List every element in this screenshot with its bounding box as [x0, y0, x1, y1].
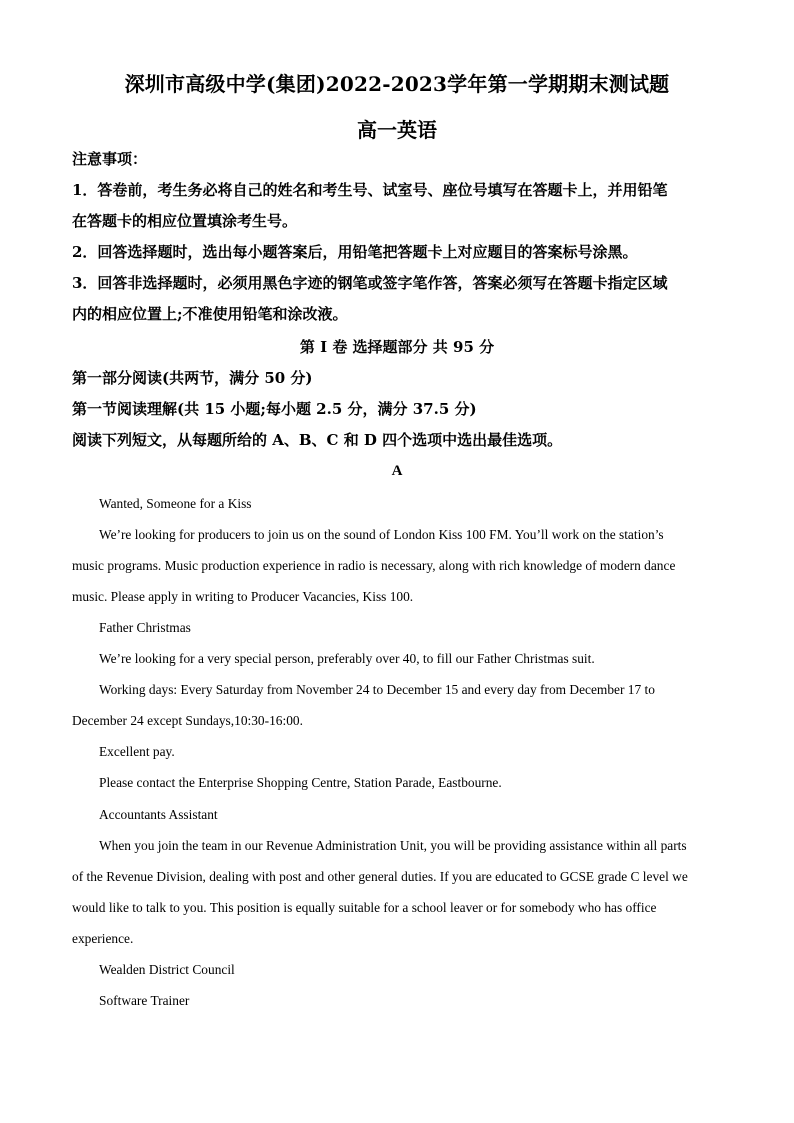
- passage-line: would like to talk to you. This position is equally suitable for a school leaver or for somebody who has office: [72, 900, 657, 915]
- volume-heading: 第 I 卷 选择题部分 共 95 分: [299, 338, 495, 356]
- passage-line: music programs. Music production experience in radio is necessary, along with rich knowledge of modern dance: [72, 558, 676, 573]
- passage-line: We’re looking for producers to join us on the sound of London Kiss 100 FM. You’ll work on the station’s: [99, 527, 664, 542]
- passage-line: music. Please apply in writing to Producer Vacancies, Kiss 100.: [72, 589, 414, 604]
- reading-instruction: 阅读下列短文，从每题所给的 A、B、C 和 D 四个选项中选出最佳选项。: [72, 431, 563, 449]
- passage-line: Please contact the Enterprise Shopping Centre, Station Parade, Eastbourne.: [99, 775, 502, 790]
- ad-title-accountants-assistant: Accountants Assistant: [99, 807, 218, 822]
- passage-line: We’re looking for a very special person, preferably over 40, to fill our Father Christmas suit.: [99, 651, 595, 666]
- exam-subtitle: 高一英语: [357, 118, 437, 142]
- passage-line: of the Revenue Division, dealing with post and other general duties. If you are educated to GCSE grade C level we: [72, 869, 688, 884]
- exam-title: 深圳市高级中学(集团)2022-2023学年第一学期期末测试题: [124, 72, 670, 96]
- part-1-heading: 第一部分阅读(共两节，满分 50 分): [72, 369, 313, 387]
- section-1-heading: 第一节阅读理解(共 15 小题;每小题 2.5 分，满分 37.5 分): [72, 400, 477, 418]
- passage-line: Working days: Every Saturday from November 24 to December 15 and every day from December 17 to: [99, 682, 655, 697]
- passage-line: When you join the team in our Revenue Administration Unit, you will be providing assistance within all parts: [99, 838, 687, 853]
- ad-title-wealden-district-council: Wealden District Council: [99, 962, 235, 977]
- passage-line: December 24 except Sundays,10:30-16:00.: [72, 713, 303, 728]
- notice-heading: 注意事项：: [72, 150, 148, 168]
- notice-item-3-line-2: 内的相应位置上;不准使用铅笔和涂改液。: [72, 305, 348, 323]
- notice-item-3-line-1: 3．回答非选择题时，必须用黑色字迹的钢笔或签字笔作答，答案必须写在答题卡指定区域: [72, 274, 668, 292]
- notice-item-1-line-2: 在答题卡的相应位置填涂考生号。: [72, 212, 298, 230]
- ad-title-father-christmas: Father Christmas: [99, 620, 191, 635]
- passage-letter: A: [391, 463, 403, 479]
- ad-title-software-trainer: Software Trainer: [99, 993, 190, 1008]
- notice-item-2: 2．回答选择题时，选出每小题答案后，用铅笔把答题卡上对应题目的答案标号涂黑。: [72, 243, 638, 261]
- passage-line: experience.: [72, 931, 134, 946]
- notice-item-1-line-1: 1．答卷前，考生务必将自己的姓名和考生号、试室号、座位号填写在答题卡上，并用铅笔: [72, 181, 668, 199]
- ad-title-kiss: Wanted, Someone for a Kiss: [99, 496, 252, 511]
- passage-line: Excellent pay.: [99, 744, 175, 759]
